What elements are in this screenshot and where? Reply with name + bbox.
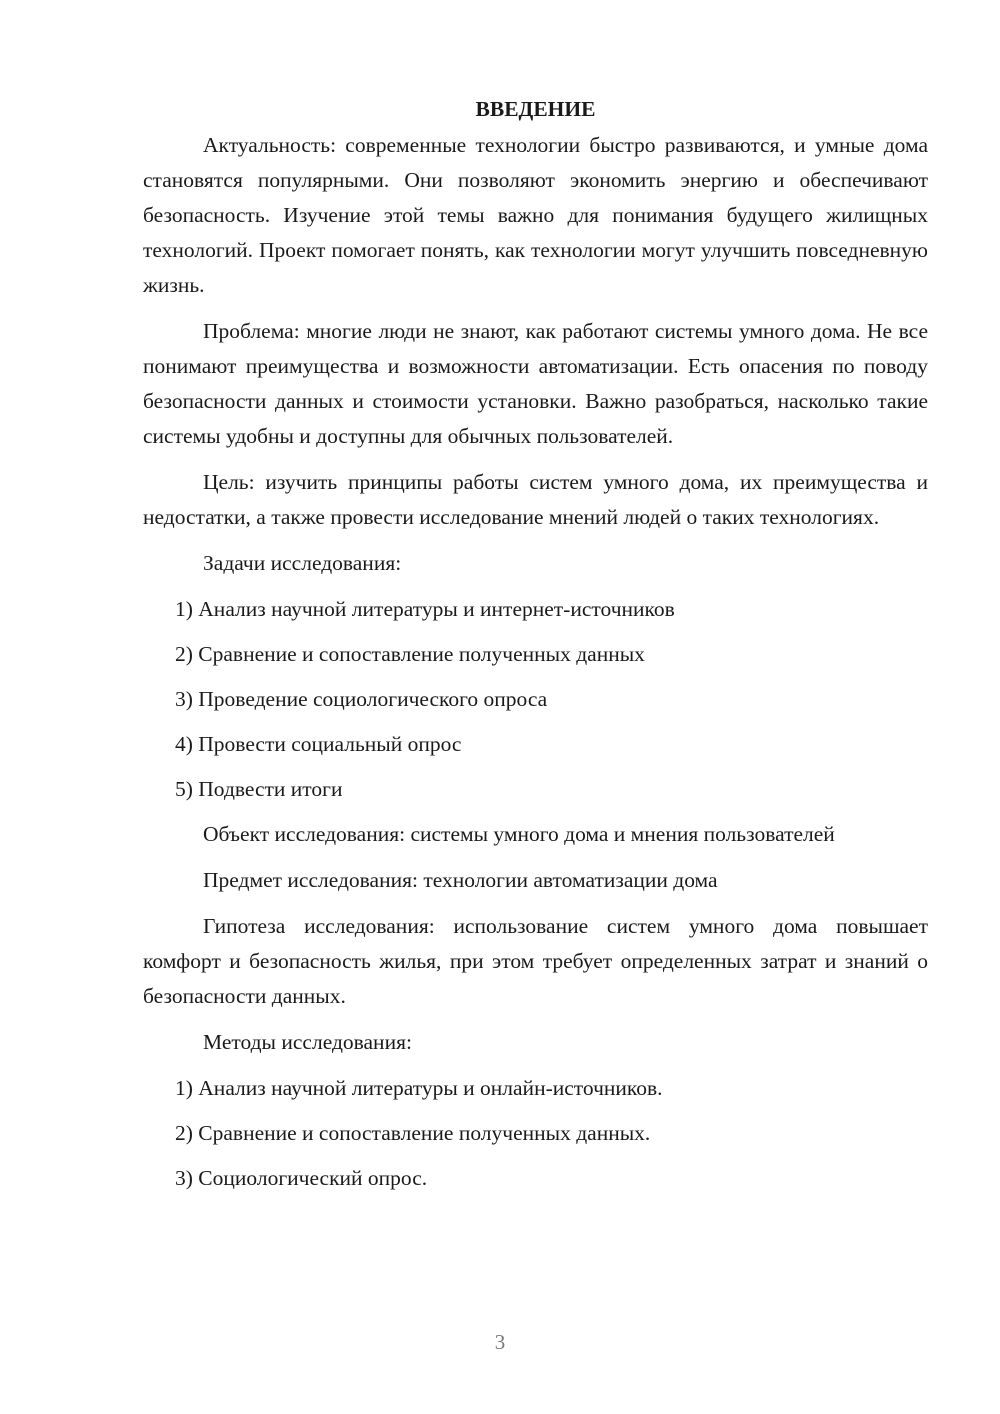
subject-paragraph: Предмет исследования: технологии автоматизации дома bbox=[203, 868, 718, 892]
hypothesis-paragraph: Гипотеза исследования: использование систем умного дома повышает комфорт и безопасность жилья, при этом требует определенных затрат и знаний о безопасности данных. bbox=[143, 914, 928, 1008]
problem-paragraph: Проблема: многие люди не знают, как работают системы умного дома. Не все понимают преимущества и возможности автоматизации. Есть опасения по поводу безопасности данных и стоимости установки. Важно разобраться, насколько такие системы удобны и доступны для обычных пользователей. bbox=[143, 319, 928, 448]
methods-list bbox=[143, 1071, 928, 1196]
task-item: 3) Проведение социологического опроса bbox=[175, 687, 548, 711]
goal-paragraph: Цель: изучить принципы работы систем умного дома, их преимущества и недостатки, а также провести исследование мнений людей о таких технологиях. bbox=[143, 470, 928, 529]
section-title: ВВЕДЕНИЕ bbox=[475, 97, 596, 121]
page-number: 3 bbox=[494, 1330, 506, 1354]
object-paragraph: Объект исследования: системы умного дома и мнения пользователей bbox=[203, 822, 835, 846]
tasks-list bbox=[143, 592, 928, 807]
method-item: 1) Анализ научной литературы и онлайн-источников. bbox=[175, 1076, 663, 1100]
task-item: 2) Сравнение и сопоставление полученных данных bbox=[175, 642, 645, 666]
task-item: 1) Анализ научной литературы и интернет-источников bbox=[175, 597, 675, 621]
relevance-paragraph: Актуальность: современные технологии быстро развиваются, и умные дома становятся популярными. Они позволяют экономить энергию и обеспечивают безопасность. Изучение этой темы важно для понимания будущего жилищных технологий. Проект помогает понять, как технологии могут улучшить повседневную жизнь. bbox=[143, 133, 928, 297]
methods-label: Методы исследования: bbox=[203, 1030, 412, 1054]
task-item: 5) Подвести итоги bbox=[175, 777, 343, 801]
tasks-label: Задачи исследования: bbox=[203, 551, 402, 575]
method-item: 2) Сравнение и сопоставление полученных данных. bbox=[175, 1121, 651, 1145]
document-page bbox=[143, 92, 928, 1206]
method-item: 3) Социологический опрос. bbox=[175, 1166, 428, 1190]
task-item: 4) Провести социальный опрос bbox=[175, 732, 462, 756]
